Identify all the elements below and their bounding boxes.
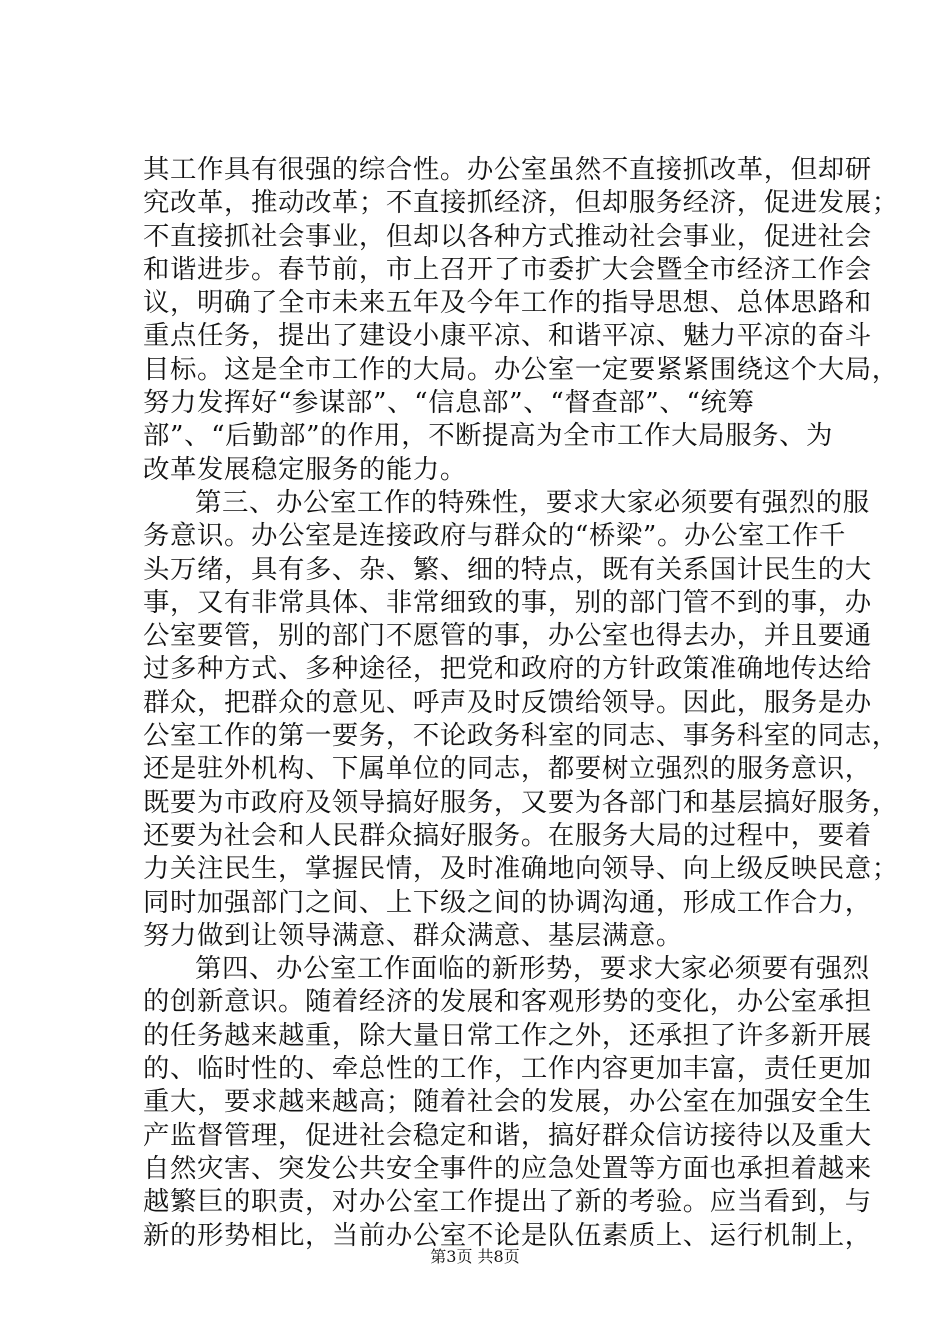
text-line: 的、临时性的、牵总性的工作，工作内容更加丰富，责任更加 — [143, 1053, 872, 1085]
text-line: 第四、办公室工作面临的新形势，要求大家必须要有强烈 — [195, 953, 870, 985]
paragraph — [143, 486, 899, 952]
text-line: 部”、“后勤部”的作用，不断提高为全市工作大局服务、为 — [143, 420, 834, 452]
text-line: 事，又有非常具体、非常细致的事，别的部门管不到的事，办 — [143, 586, 872, 618]
text-line: 过多种方式、多种途径，把党和政府的方针政策准确地传达给 — [143, 653, 872, 685]
text-line: 还是驻外机构、下属单位的同志，都要树立强烈的服务意识， — [143, 753, 872, 785]
text-line: 目标。这是全市工作的大局。办公室一定要紧紧围绕这个大局， — [143, 353, 899, 385]
text-line: 产监督管理，促进社会稳定和谐，搞好群众信访接待以及重大 — [143, 1119, 872, 1151]
text-line: 重大，要求越来越高；随着社会的发展，办公室在加强安全生 — [143, 1086, 872, 1118]
text-line: 越繁巨的职责，对办公室工作提出了新的考验。应当看到，与 — [143, 1186, 872, 1218]
paragraph — [143, 153, 899, 486]
text-line: 群众，把群众的意见、呼声及时反馈给领导。因此，服务是办 — [143, 686, 872, 718]
text-line: 议，明确了全市未来五年及今年工作的指导思想、总体思路和 — [143, 287, 872, 319]
text-line: 究改革，推动改革；不直接抓经济，但却服务经济，促进发展； — [143, 187, 899, 219]
text-line: 务意识。办公室是连接政府与群众的“桥梁”。办公室工作千 — [143, 520, 846, 552]
text-line: 努力做到让领导满意、群众满意、基层满意。 — [143, 919, 683, 951]
text-line: 新的形势相比，当前办公室不论是队伍素质上、运行机制上， — [143, 1219, 872, 1251]
text-line: 自然灾害、突发公共安全事件的应急处置等方面也承担着越来 — [143, 1152, 872, 1184]
text-line: 头万绪，具有多、杂、繁、细的特点，既有关系国计民生的大 — [143, 553, 872, 585]
text-line: 还要为社会和人民群众搞好服务。在服务大局的过程中，要着 — [143, 819, 872, 851]
page-footer: 第3页 共8页 — [430, 1247, 520, 1266]
text-line: 公室工作的第一要务，不论政务科室的同志、事务科室的同志， — [143, 720, 899, 752]
text-line: 第三、办公室工作的特殊性，要求大家必须要有强烈的服 — [195, 486, 870, 518]
text-line: 的任务越来越重，除大量日常工作之外，还承担了许多新开展 — [143, 1019, 872, 1051]
text-line: 改革发展稳定服务的能力。 — [143, 453, 467, 485]
text-line: 不直接抓社会事业，但却以各种方式推动社会事业，促进社会 — [143, 220, 872, 252]
paragraph — [143, 952, 872, 1252]
text-line: 同时加强部门之间、上下级之间的协调沟通，形成工作合力， — [143, 886, 872, 918]
text-line: 力关注民生，掌握民情，及时准确地向领导、向上级反映民意； — [143, 853, 899, 885]
text-line: 的创新意识。随着经济的发展和客观形势的变化，办公室承担 — [143, 986, 872, 1018]
document-body — [143, 153, 899, 1252]
text-line: 和谐进步。春节前，市上召开了市委扩大会暨全市经济工作会 — [143, 253, 872, 285]
text-line: 努力发挥好“参谋部”、“信息部”、“督查部”、“统筹 — [143, 387, 755, 419]
text-line: 其工作具有很强的综合性。办公室虽然不直接抓改革，但却研 — [143, 154, 872, 185]
text-line: 公室要管，别的部门不愿管的事，办公室也得去办，并且要通 — [143, 620, 872, 652]
text-line: 既要为市政府及领导搞好服务，又要为各部门和基层搞好服务， — [143, 786, 899, 818]
text-line: 重点任务，提出了建设小康平凉、和谐平凉、魅力平凉的奋斗 — [143, 320, 872, 352]
